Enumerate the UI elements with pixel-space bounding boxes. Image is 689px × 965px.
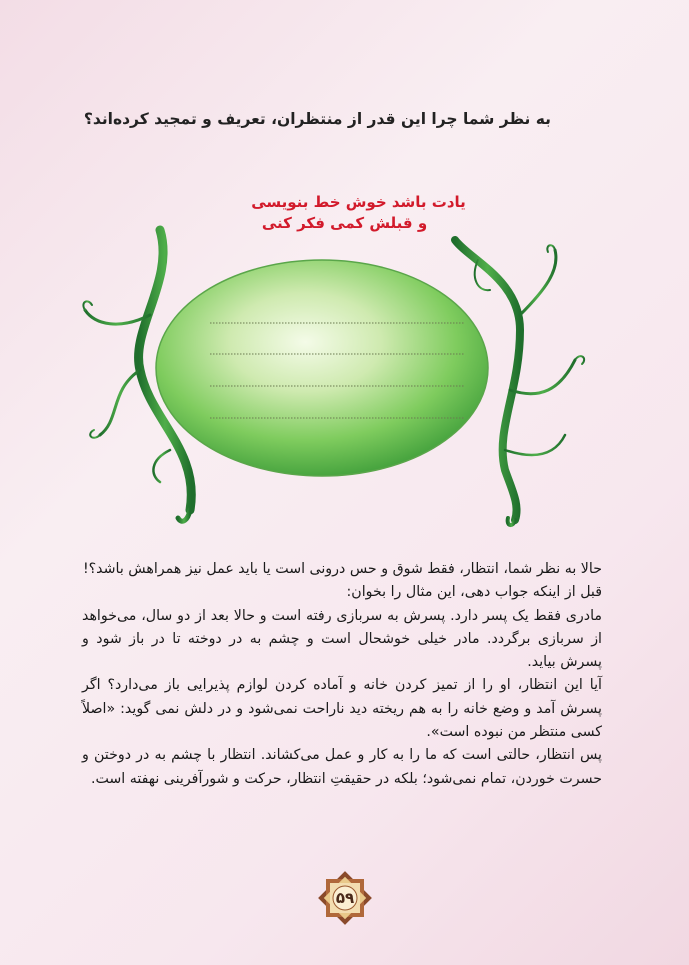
question-text: به نظر شما چرا این قدر از منتظران، تعریف و تمجید کرده‌اند؟ bbox=[83, 110, 551, 128]
hint-line-1: یادت باشد خوش خط بنویسی bbox=[251, 193, 466, 211]
paragraph: پس انتظار، حالتی است که ما را به کار و عمل می‌کشاند. انتظار با چشم به در دوختن و حسرت خوردن، تمام نمی‌شود؛ بلکه در حقیقتِ انتظار، حرکت و شورآفرینی نهفته است. bbox=[82, 747, 602, 787]
answer-oval bbox=[156, 260, 488, 476]
paragraph: قبل از اینکه جواب دهی، این مثال را بخوان: bbox=[346, 584, 602, 601]
paragraph: حالا به نظر شما، انتظار، فقط شوق و حس درونی است یا باید عمل نیز همراهش باشد؟! bbox=[82, 561, 602, 577]
paragraph: آیا این انتظار، او را از تمیز کردن خانه و آماده کردن لوازم پذیرایی باز می‌دارد؟ اگر پسرش آمد و وضع خانه را به هم ریخته دید ناراحت نمی‌شود و در دلش نمی گوید: «اصلاً کسی منتظر من نبوده است». bbox=[82, 677, 602, 741]
page-number: ۵۹ bbox=[335, 889, 355, 907]
hint-line-2: و قبلش کمی فکر کنی bbox=[261, 214, 428, 232]
body-text bbox=[82, 558, 602, 791]
paragraph: مادری فقط یک پسر دارد. پسرش به سربازی رفته است و حالا بعد از دو سال، می‌خواهد از سربازی برگردد. مادر خیلی خوشحال است و چشم به در دوخته تا در باز شود و پسرش بیاید. bbox=[82, 607, 602, 671]
oval-answer-illustration bbox=[0, 220, 689, 540]
